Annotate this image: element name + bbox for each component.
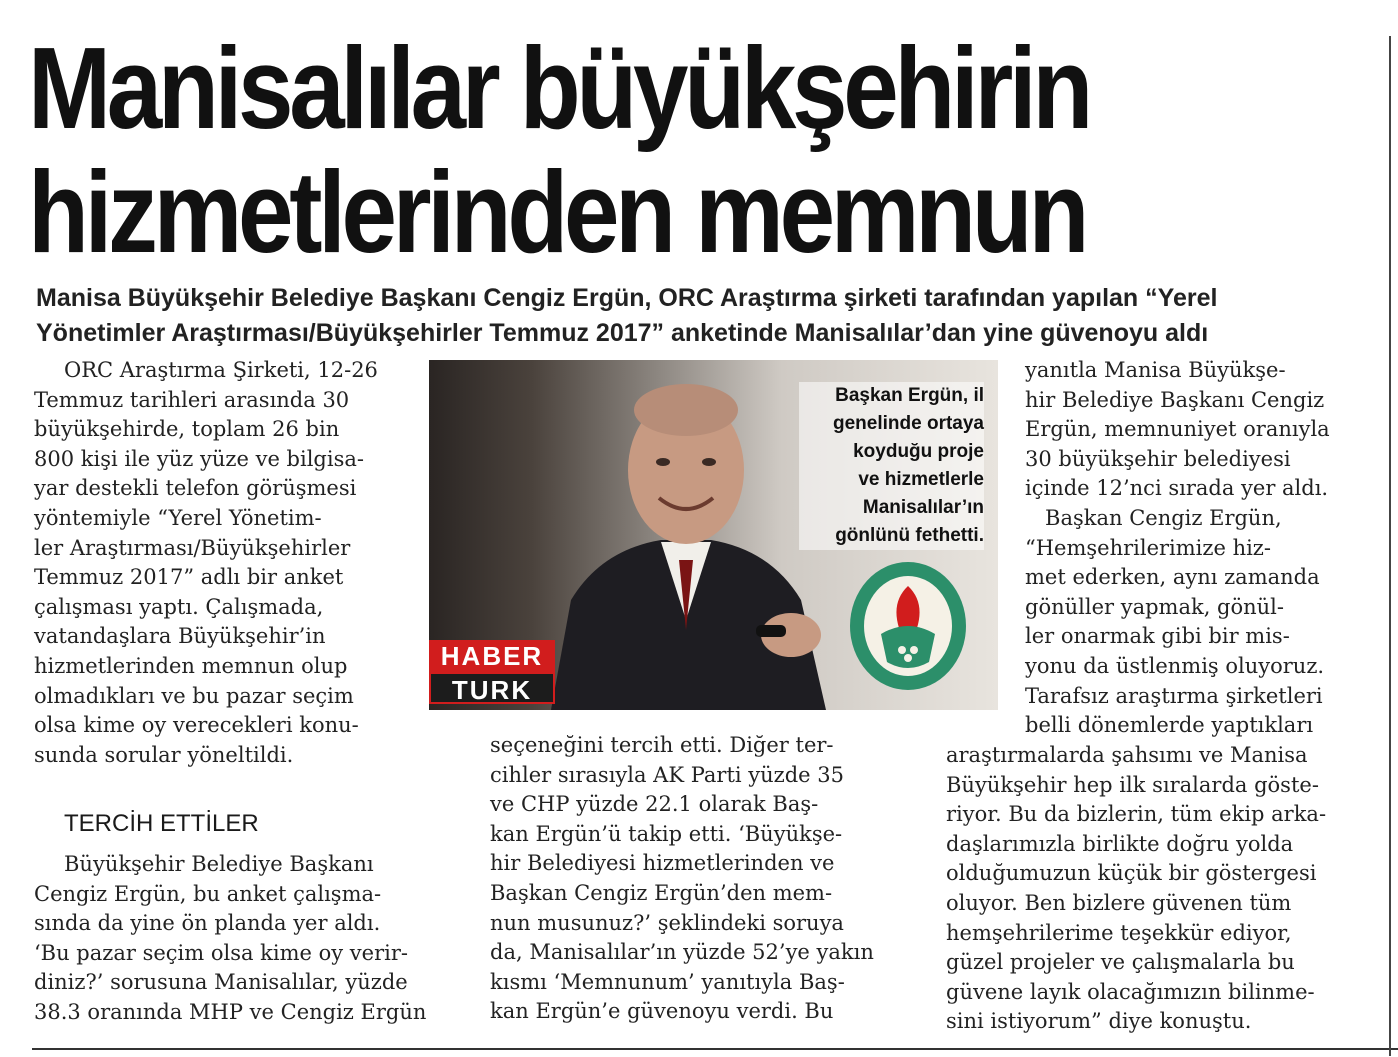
text-line: ler onarmak gibi bir mis-	[1025, 624, 1290, 649]
text-line: 38.3 oranında MHP ve Cengiz Ergün	[34, 999, 427, 1024]
text-line: Temmuz 2017” adlı bir anket	[34, 565, 344, 590]
subheading: TERCİH ETTİLER	[64, 810, 259, 837]
text-line: vatandaşlara Büyükşehir’in	[34, 624, 326, 649]
article-column-3	[1025, 356, 1330, 741]
text-line: Cengiz Ergün, bu anket çalışma-	[34, 881, 382, 906]
text-line: çalışması yaptı. Çalışmada,	[34, 594, 324, 619]
text-line: diniz?’ sorusuna Manisalılar, yüzde	[34, 970, 408, 995]
deck-line-1: Manisa Büyükşehir Belediye Başkanı Cengiz Ergün, ORC Araştırma şirketi tarafından yapılan “Yerel	[36, 284, 1218, 312]
caption-line: genelinde ortaya	[833, 413, 984, 434]
text-line: ler Araştırması/Büyükşehirler	[34, 535, 351, 560]
haberturk-logo	[429, 640, 555, 704]
text-line: hizmetlerinden memnun olup	[34, 653, 348, 678]
text-line: ‘Bu pazar seçim olsa kime oy verir-	[34, 940, 408, 965]
deck-line-2: Yönetimler Araştırması/Büyükşehirler Temmuz 2017” anketinde Manisalılar’dan yine güvenoyu aldı	[36, 319, 1209, 347]
text-line: ORC Araştırma Şirketi, 12-26	[64, 358, 378, 382]
text-line: 30 büyükşehir belediyesi	[1025, 446, 1291, 471]
text-line: oluyor. Ben bizlere güvenen tüm	[946, 890, 1292, 915]
text-line: sini istiyorum” diye konuştu.	[946, 1009, 1252, 1034]
article-column-1	[34, 356, 378, 770]
photo-caption	[799, 382, 984, 550]
text-line: Ergün, memnuniyet oranıyla	[1025, 417, 1330, 442]
text-line: Temmuz tarihleri arasında 30	[34, 387, 350, 412]
text-line: yanıtla Manisa Büyükşe-	[1025, 358, 1286, 382]
bottom-rule	[32, 1048, 1398, 1050]
caption-line: koyduğu proje	[853, 441, 984, 462]
person-portrait-icon	[541, 370, 831, 710]
text-line: Başkan Cengiz Ergün,	[1025, 505, 1282, 530]
manisa-municipality-logo-icon	[847, 558, 969, 694]
article-column-3-continued	[946, 741, 1326, 1037]
text-line: içinde 12’nci sırada yer aldı.	[1025, 476, 1329, 501]
caption-line: Başkan Ergün, il	[835, 385, 984, 406]
text-line: hir Belediyesi hizmetlerinden ve	[490, 851, 835, 876]
text-line: Büyükşehir hep ilk sıralarda göste-	[946, 772, 1319, 797]
text-line: da, Manisalılar’ın yüzde 52’ye yakın	[490, 940, 874, 965]
text-line: “Hemşehrilerimize hiz-	[1025, 535, 1271, 560]
text-line: ve CHP yüzde 22.1 olarak Baş-	[490, 792, 819, 817]
text-line: kan Ergün’ü takip etti. ‘Büyükşe-	[490, 821, 843, 846]
text-line: yar destekli telefon görüşmesi	[34, 476, 357, 501]
text-line: cihler sırasıyla AK Parti yüzde 35	[490, 762, 845, 787]
article-column-2	[490, 731, 874, 1027]
caption-line: Manisalılar’ın	[862, 497, 984, 518]
text-line: daşlarımızla birlikte doğru yolda	[946, 831, 1294, 856]
text-line: araştırmalarda şahsımı ve Manisa	[946, 743, 1308, 767]
text-line: büyükşehirde, toplam 26 bin	[34, 417, 340, 442]
text-line: belli dönemlerde yaptıkları	[1025, 713, 1314, 738]
text-line: Başkan Cengiz Ergün’den mem-	[490, 880, 833, 905]
text-line: kan Ergün’e güvenoyu verdi. Bu	[490, 999, 834, 1024]
headline-line-1: Manisalılar büyükşehirin	[28, 23, 1090, 153]
text-line: riyor. Bu da bizlerin, tüm ekip arka-	[946, 802, 1327, 827]
text-line: sında da yine ön planda yer aldı.	[34, 911, 381, 936]
text-line: kısmı ‘Memnunum’ yanıtıyla Baş-	[490, 969, 845, 994]
text-line: hemşehrilerime teşekkür ediyor,	[946, 920, 1292, 945]
text-line: nun musunuz?’ şeklindeki soruya	[490, 910, 844, 935]
news-photo	[429, 360, 998, 710]
text-line: olmadıkları ve bu pazar seçim	[34, 683, 354, 708]
brand-word-turk: TURK	[429, 672, 555, 704]
brand-word-haber: HABER	[429, 640, 555, 672]
text-line: met ederken, aynı zamanda	[1025, 565, 1320, 590]
text-line: Büyükşehir Belediye Başkanı	[64, 852, 374, 876]
text-line: olduğumuzun küçük bir göstergesi	[946, 861, 1317, 886]
text-line: 800 kişi ile yüz yüze ve bilgisa-	[34, 446, 364, 471]
page-edge-frame	[1389, 36, 1397, 1056]
text-line: gönüller yapmak, gönül-	[1025, 594, 1284, 619]
text-line: hir Belediye Başkanı Cengiz	[1025, 387, 1325, 412]
article-column-1-continued	[34, 850, 426, 1028]
text-line: sunda sorular yöneltildi.	[34, 742, 294, 767]
text-line: seçeneğini tercih etti. Diğer ter-	[490, 733, 834, 757]
text-line: yöntemiyle “Yerel Yönetim-	[34, 505, 322, 530]
text-line: yonu da üstlenmiş oluyoruz.	[1025, 653, 1325, 678]
text-line: güzel projeler ve çalışmalarla bu	[946, 950, 1295, 975]
headline-line-2: hizmetlerinden memnun	[28, 147, 1086, 277]
text-line: güvene layık olacağımızın bilinme-	[946, 979, 1315, 1004]
caption-line: ve hizmetlerle	[858, 469, 984, 490]
text-line: olsa kime oy verecekleri konu-	[34, 713, 359, 738]
caption-line: gönlünü fethetti.	[835, 525, 984, 546]
text-line: Tarafsız araştırma şirketleri	[1025, 683, 1323, 708]
